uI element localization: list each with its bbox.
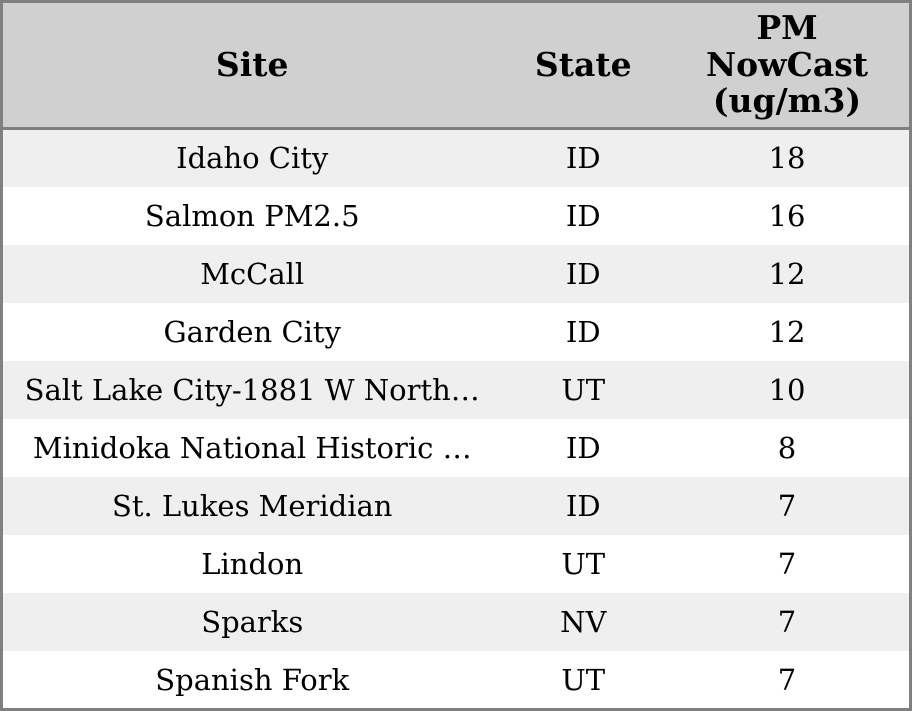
state-cell: UT — [561, 372, 606, 407]
site-cell: St. Lukes Meridian — [111, 489, 393, 524]
column-header-pm-nowcast-label: PM NowCast (ug/m3) — [706, 7, 869, 121]
site-cell: McCall — [200, 256, 305, 291]
site-cell: Sparks — [201, 605, 304, 640]
state-cell: ID — [565, 198, 601, 233]
header-row — [2, 2, 911, 129]
column-header-state: State — [501, 2, 665, 129]
site-cell: Garden City — [163, 314, 341, 349]
site-cell: Salmon PM2.5 — [144, 198, 360, 233]
table-row — [2, 303, 911, 361]
pm-cell: 7 — [777, 662, 797, 697]
state-cell: ID — [565, 256, 601, 291]
state-cell: ID — [565, 489, 601, 524]
pm-cell: 7 — [777, 605, 797, 640]
state-cell: ID — [565, 141, 601, 176]
pm-cell: 7 — [777, 547, 797, 582]
state-cell: ID — [565, 431, 601, 466]
pm-cell: 12 — [768, 256, 806, 291]
site-cell: Minidoka National Historic … — [32, 431, 472, 466]
table-row — [2, 129, 911, 187]
state-cell: NV — [560, 605, 607, 640]
table-row — [2, 187, 911, 245]
column-header-pm-nowcast — [665, 2, 910, 129]
pm-cell: 10 — [768, 372, 806, 407]
pm-cell: 7 — [777, 489, 797, 524]
table-row — [2, 245, 911, 303]
pm-cell: 12 — [768, 314, 806, 349]
table-row — [2, 651, 911, 709]
table-row — [2, 361, 911, 419]
site-cell: Idaho City — [176, 141, 329, 176]
table-row — [2, 419, 911, 477]
pm-cell: 18 — [768, 141, 806, 176]
pm-cell: 8 — [777, 431, 797, 466]
table-row — [2, 593, 911, 651]
site-cell: Salt Lake City-1881 W North… — [24, 372, 480, 407]
state-cell: UT — [561, 547, 606, 582]
table-row — [2, 535, 911, 593]
pm-cell: 16 — [768, 198, 806, 233]
state-cell: ID — [565, 314, 601, 349]
state-cell: UT — [561, 662, 606, 697]
site-cell: Lindon — [201, 547, 304, 582]
site-cell: Spanish Fork — [155, 662, 350, 697]
column-header-site: Site — [2, 2, 502, 129]
table-row — [2, 477, 911, 535]
